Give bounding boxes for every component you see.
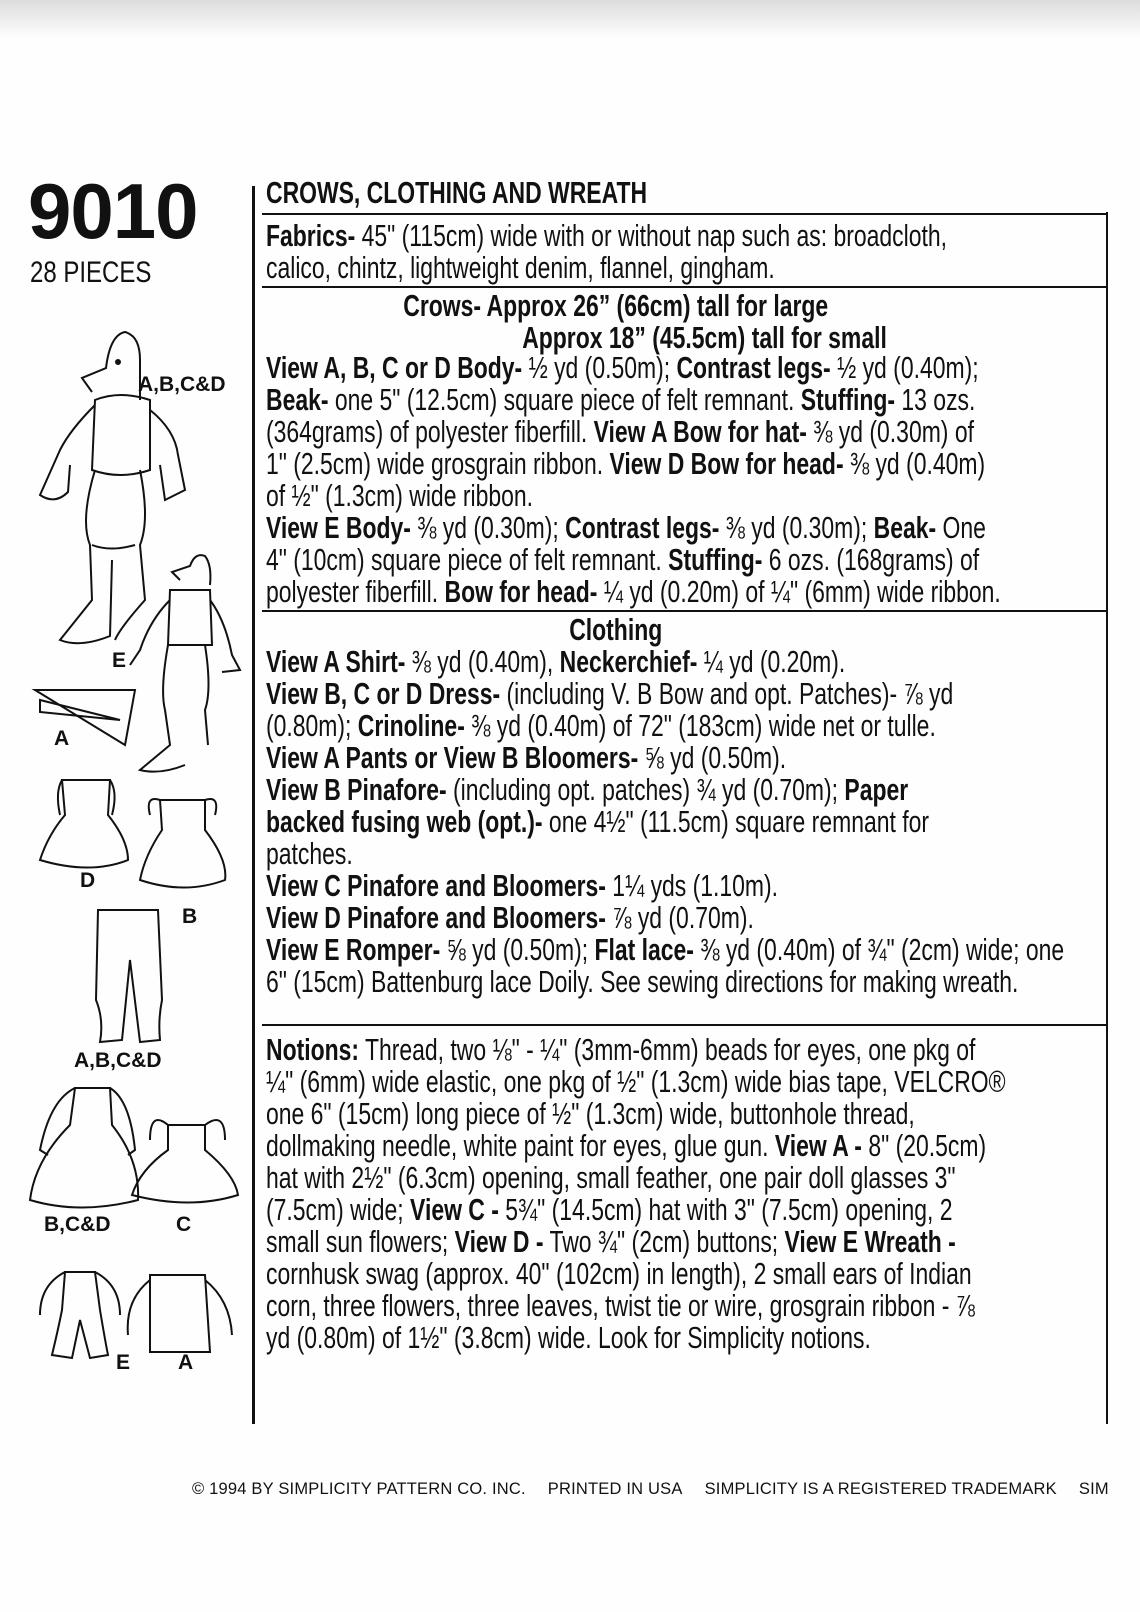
clothing-line-1: View A Shirt- ⅜ yd (0.40m), Neckerchief- ¼ yd (0.20m). — [266, 644, 846, 679]
label-shirt: A — [178, 1351, 194, 1374]
right-border — [1106, 212, 1108, 1424]
crows-line-5: of ½" (1.3cm) wide ribbon. — [266, 478, 533, 513]
pants-illustration — [96, 910, 162, 1042]
clothing-line-2: View B, C or D Dress- (including V. B Bow and opt. Patches)- ⅞ yd — [266, 676, 954, 711]
rule-crows — [262, 610, 1108, 612]
label-dress-bcd: B,C&D — [44, 1213, 111, 1236]
clothing-line-5: View B Pinafore- (including opt. patches) ¾ yd (0.70m); Paper — [266, 772, 909, 807]
crows-line-2: Beak- one 5" (12.5cm) square piece of felt remnant. Stuffing- 13 ozs. — [266, 382, 976, 417]
notions-line-5: hat with 2½" (6.3cm) opening, small feather, one pair doll glasses 3" — [266, 1160, 956, 1195]
crows-heading-1: Crows- Approx 26” (66cm) tall for large — [403, 288, 829, 323]
label-romper: E — [116, 1351, 131, 1374]
label-dress-d: D — [80, 869, 96, 892]
crows-line-1: View A, B, C or D Body- ½ yd (0.50m); Contrast legs- ½ yd (0.40m); — [266, 350, 979, 385]
notions-line-2: ¼" (6mm) wide elastic, one pkg of ½" (1.3cm) wide bias tape, VELCRO® — [266, 1064, 1006, 1099]
clothing-line-11: 6" (15cm) Battenburg lace Doily. See sewing directions for making wreath. — [266, 964, 1019, 999]
crow-small-illustration — [130, 555, 240, 772]
clothing-heading: Clothing — [569, 612, 663, 647]
footer — [192, 1480, 1131, 1499]
fabrics-line-1: Fabrics- 45" (115cm) wide with or without nap such as: broadcloth, — [266, 218, 947, 253]
pattern-number: 9010 — [28, 167, 198, 255]
notions-line-7: small sun flowers; View D - Two ¾" (2cm) buttons; View E Wreath - — [266, 1224, 956, 1259]
notions-line-3: one 6" (15cm) long piece of ½" (1.3cm) wide, buttonhole thread, — [266, 1096, 915, 1131]
label-dress-b: B — [182, 905, 198, 928]
clothing-line-6: backed fusing web (opt.)- one 4½" (11.5cm) square remnant for — [266, 804, 929, 839]
crows-line-6: View E Body- ⅜ yd (0.30m); Contrast legs- ⅜ yd (0.30m); Beak- One — [266, 510, 986, 545]
notions-line-10: yd (0.80m) of 1½" (3.8cm) wide. Look for Simplicity notions. — [266, 1320, 871, 1355]
clothing-line-10: View E Romper- ⅝ yd (0.50m); Flat lace- ⅜ yd (0.40m) of ¾" (2cm) wide; one — [266, 932, 1065, 967]
dress-c-illustration — [132, 1120, 238, 1203]
trademark: SIMPLICITY IS A REGISTERED TRADEMARK — [704, 1480, 1057, 1498]
notions-line-9: corn, three flowers, three leaves, twist tie or wire, grosgrain ribbon - ⅞ — [266, 1288, 975, 1323]
garment-illustrations — [0, 0, 252, 1400]
notions-line-1: Notions: Thread, two ⅛" - ¼" (3mm-6mm) beads for eyes, one pkg of — [266, 1032, 976, 1067]
shirt-illustration — [128, 1275, 232, 1352]
crows-line-7: 4" (10cm) square piece of felt remnant. Stuffing- 6 ozs. (168grams) of — [266, 542, 980, 577]
label-crow-small: E — [112, 649, 127, 672]
label-crow-large: A,B,C&D — [138, 373, 226, 396]
crows-heading-2: Approx 18” (45.5cm) tall for small — [522, 320, 887, 355]
pieces-count: 28 PIECES — [30, 256, 152, 289]
footer-cut: SIM — [1078, 1480, 1109, 1498]
label-pants: A,B,C&D — [74, 1049, 162, 1072]
dress-b-illustration — [140, 799, 225, 888]
crows-line-4: 1" (2.5cm) wide grosgrain ribbon. View D Bow for head- ⅜ yd (0.40m) — [266, 446, 986, 481]
printed-in: PRINTED IN USA — [547, 1480, 683, 1498]
notions-line-4: dollmaking needle, white paint for eyes, glue gun. View A - 8" (20.5cm) — [266, 1128, 987, 1163]
page-title: CROWS, CLOTHING AND WREATH — [266, 175, 648, 210]
neckerchief-illustration — [35, 690, 135, 745]
clothing-line-4: View A Pants or View B Bloomers- ⅝ yd (0.50m). — [266, 740, 787, 775]
label-dress-c: C — [176, 1213, 192, 1236]
romper-illustration — [40, 1272, 120, 1358]
crows-line-8: polyester fiberfill. Bow for head- ¼ yd (0.20m) of ¼" (6mm) wide ribbon. — [266, 574, 1001, 609]
clothing-line-7: patches. — [266, 836, 353, 871]
crows-line-3: (364grams) of polyester fiberfill. View A Bow for hat- ⅜ yd (0.30m) of — [266, 414, 974, 449]
notions-line-6: (7.5cm) wide; View C - 5¾" (14.5cm) hat with 3" (7.5cm) opening, 2 — [266, 1192, 953, 1227]
dress-d-illustration — [40, 780, 128, 868]
rule-title — [262, 213, 1108, 215]
label-neckerchief: A — [54, 727, 70, 750]
fabrics-line-2: calico, chintz, lightweight denim, flannel, gingham. — [266, 250, 775, 285]
notions-line-8: cornhusk swag (approx. 40" (102cm) in length), 2 small ears of Indian — [266, 1256, 972, 1291]
column-divider — [252, 186, 255, 1424]
dress-bcd-illustration — [30, 1088, 138, 1208]
clothing-line-8: View C Pinafore and Bloomers- 1¼ yds (1.10m). — [266, 868, 779, 903]
copyright: © 1994 BY SIMPLICITY PATTERN CO. INC. — [192, 1480, 526, 1498]
clothing-line-3: (0.80m); Crinoline- ⅜ yd (0.40m) of 72" (183cm) wide net or tulle. — [266, 708, 936, 743]
clothing-line-9: View D Pinafore and Bloomers- ⅞ yd (0.70m). — [266, 900, 754, 935]
rule-clothing — [262, 1024, 1108, 1026]
